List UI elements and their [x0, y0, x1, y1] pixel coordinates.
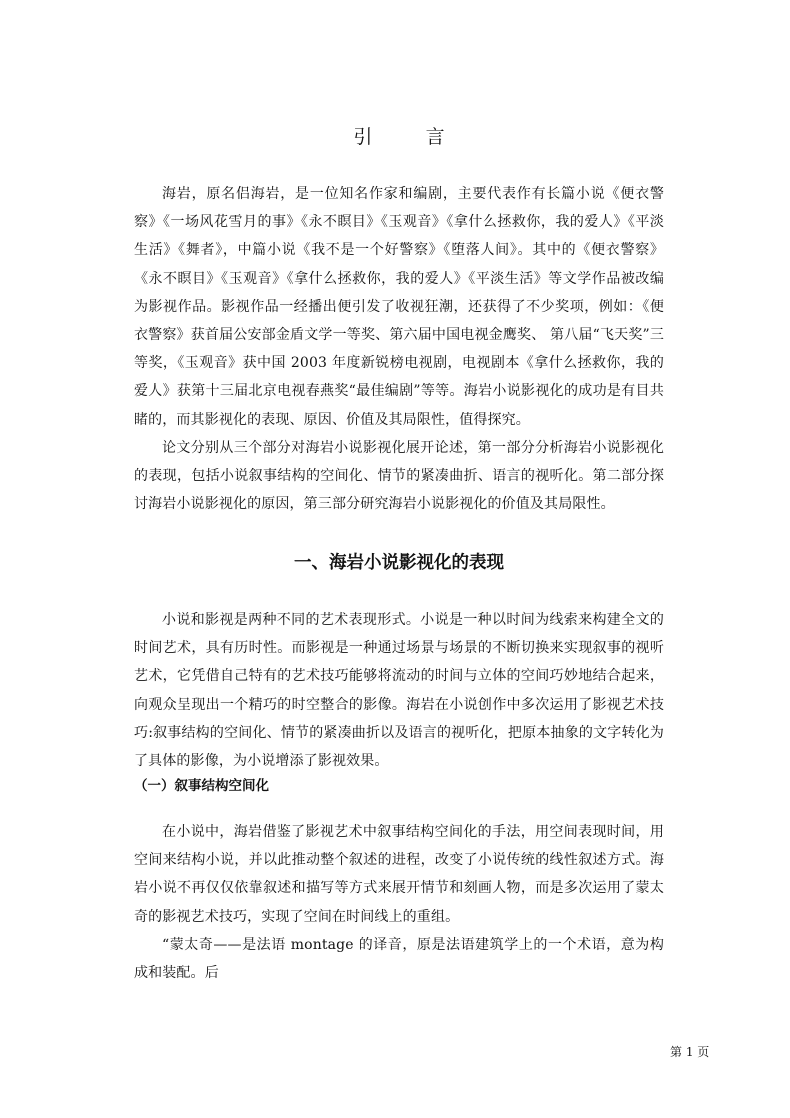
chapter-heading: 一、海岩小说影视化的表现 — [294, 553, 504, 573]
chapter-body — [134, 606, 664, 775]
page-number: 第 1 页 — [670, 1045, 710, 1059]
section-paragraph-1: 在小说中，海岩借鉴了影视艺术中叙事结构空间化的手法，用空间表现时间，用空间来结构小说，并以此推动整个叙述的进程，改变了小说传统的线性叙述方式。海岩小说不再仅仅依靠叙述和描写等方式来展开情节和刻画人物，而是多次运用了蒙太奇的影视艺术技巧，实现了空间在时间线上的重组。 — [134, 824, 664, 925]
section-heading: （一）叙事结构空间化 — [134, 778, 269, 794]
section-body — [134, 818, 664, 987]
intro-paragraph-2: 论文分别从三个部分对海岩小说影视化展开论述，第一部分分析海岩小说影视化的表现，包括小说叙事结构的空间化、情节的紧凑曲折、语言的视听化。第二部分探讨海岩小说影视化的原因，第三部分研究海岩小说影视化的价值及其局限性。 — [134, 439, 664, 513]
intro-section — [134, 180, 664, 518]
intro-paragraph-1: 海岩，原名侣海岩，是一位知名作家和编剧，主要代表作有长篇小说《便衣警察》《一场风花雪月的事》《永不瞑目》《玉观音》《拿什么拯救你，我的爱人》《平淡生活》《舞者》，中篇小说《我不是一个好警察》《堕落人间》。其中的《便衣警察》《永不瞑目》《玉观音》《拿什么拯救你，我的爱人》《平淡生活》等文学作品被改编为影视作品。影视作品一经播出便引发了收视狂潮，还获得了不少奖项，例如：《便衣警察》获首届公安部金盾文学一等奖、第六届中国电视金鹰奖、 第八届“飞天奖”三等奖，《玉观音》获中国 2003 年度新锐榜电视剧，电视剧本《拿什么拯救你，我的爱人》获第十三届北京电视春燕奖“最佳编剧”等等。海岩小说影视化的成功是有目共睹的，而其影视化的表现、原因、价值及其局限性，值得探究。 — [134, 186, 664, 428]
section-paragraph-2: “蒙太奇——是法语 montage 的译音，原是法语建筑学上的一个术语，意为构成和装配。后 — [134, 936, 664, 982]
chapter-paragraph-1: 小说和影视是两种不同的艺术表现形式。小说是一种以时间为线索来构建全文的时间艺术，具有历时性。而影视是一种通过场景与场景的不断切换来实现叙事的视听艺术，它凭借自己特有的艺术技巧能够将流动的时间与立体的空间巧妙地结合起来，向观众呈现出一个精巧的时空整合的影像。海岩在小说创作中多次运用了影视艺术技巧:叙事结构的空间化、情节的紧凑曲折以及语言的视听化，把原本抽象的文字转化为了具体的影像，为小说增添了影视效果。 — [134, 612, 664, 770]
page-title: 引 言 — [353, 126, 462, 148]
